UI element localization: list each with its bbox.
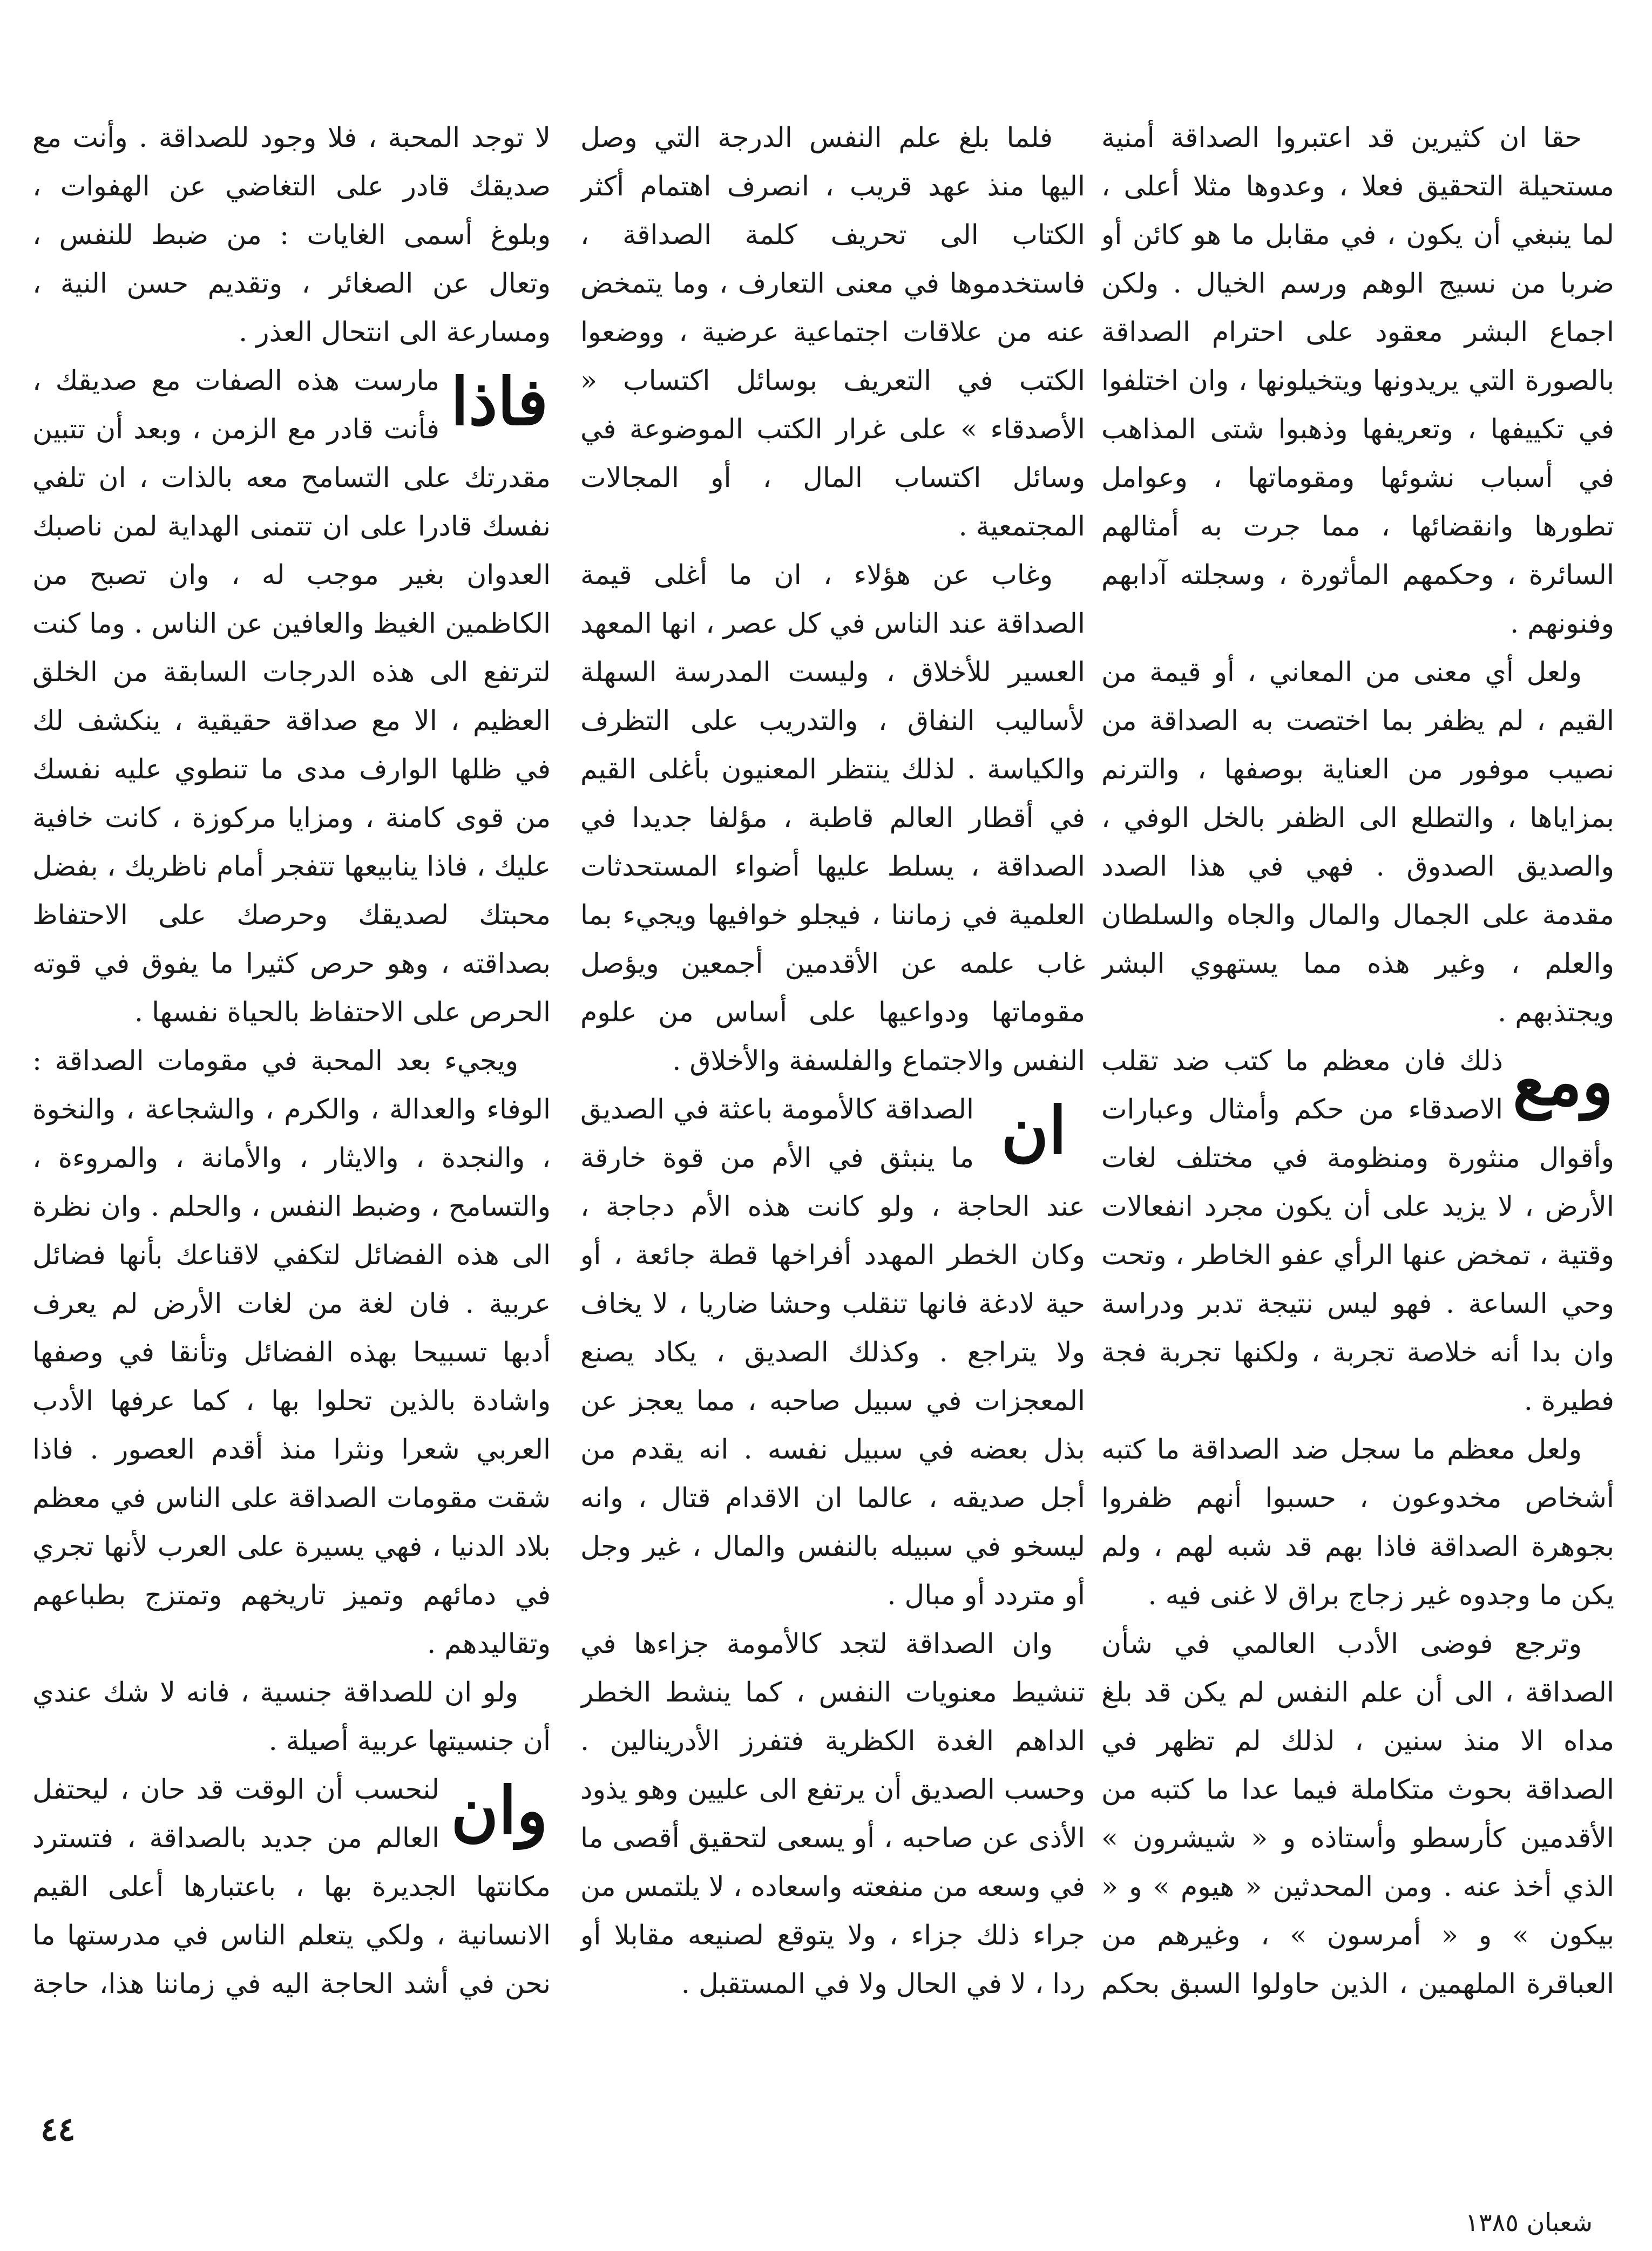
article-column-left (32, 113, 551, 2013)
paragraph: ويجيء بعد المحبة في مقومات الصداقة : الوفاء والعدالة ، والكرم ، والشجاعة ، والنخوة ، والنجدة ، والايثار ، والأمانة ، والمروءة ، والتسامح ، وضبط النفس ، والحلم . وان نظرة الى هذه الفضائل لتكفي لاقناعك بأنها فضائل عربية . فان لغة من لغات الأرض لم يعرف أدبها تسبيحا بهذه الفضائل وتأنقا في وصفها واشادة بالذين تحلوا بها ، كما عرفها الأدب العربي شعرا ونثرا منذ أقدم العصور . فاذا شقت مقومات الصداقة على الناس في معظم بلاد الدنيا ، فهي يسيرة على العرب لأنها تجري في دمائهم وتميز تاريخهم وتمتزج بطباعهم وتقاليدهم . (32, 1045, 551, 1659)
paragraph (580, 1085, 1085, 1619)
paragraph: وغاب عن هؤلاء ، ان ما أغلى قيمة الصداقة عند الناس في كل عصر ، انها المعهد العسير للأخلاق ، وليست المدرسة السهلة لأساليب النفاق ، والتدريب على التظرف والكياسة . لذلك ينتظر المعنيون بأغلى القيم في أقطار العالم قاطبة ، مؤلفا جديدا في الصداقة ، يسلط عليها أضواء المستحدثات العلمية في زماننا ، فيجلو خوافيها ويجيء بما غاب علمه عن الأقدمين أجمعين ويؤصل مقوماتها ودواعيها على أساس من علوم النفس والاجتماع والفلسفة والأخلاق . (580, 559, 1085, 1076)
paragraph (32, 356, 551, 1036)
paragraph-text: مارست هذه الصفات مع صديقك ، فأنت قادر مع الزمن ، وبعد أن تتبين مقدرتك على التسامح معه بالذات ، ان تلفي نفسك قادرا على ان تتمنى الهداية لمن ناصبك العدوان بغير موجب له ، وان تصبح من الكاظمين الغيظ والعافين عن الناس . وما كنت لترتفع الى هذه الدرجات السابقة من الخلق العظيم ، الا مع صداقة حقيقية ، ينكشف لك في ظلها الوارف مدى ما تنطوي عليه نفسك من قوى كامنة ، ومزايا مركوزة ، كانت خافية عليك ، فاذا ينابيعها تتفجر أمام ناظريك ، بفضل محبتك لصديقك وحرصك على الاحتفاظ بصداقته ، وهو حرص كثيرا ما يفوق في قوته الحرص على الاحتفاظ بالحياة نفسها . (32, 364, 551, 1028)
paragraph: ولو ان للصداقة جنسية ، فانه لا شك عندي أن جنسيتها عربية أصيلة . (32, 1676, 551, 1757)
drop-cap-word: ومع (1512, 1044, 1614, 1120)
paragraph: فلما بلغ علم النفس الدرجة التي وصل اليها منذ عهد قريب ، انصرف اهتمام أكثر الكتاب الى تحريف كلمة الصداقة ، فاستخدموها في معنى التعارف ، وما يتمخض عنه من علاقات اجتماعية عرضية ، ووضعوا الكتب في التعريف بوسائل اكتساب « الأصدقاء » على غرار الكتب الموضوعة في وسائل اكتساب المال ، أو المجالات المجتمعية . (580, 121, 1085, 542)
drop-cap-word: وان (451, 1773, 548, 1849)
page-number: ٤٤ (40, 2111, 76, 2148)
article-column-middle (580, 113, 1085, 2013)
paragraph: وان الصداقة لتجد كالأمومة جزاءها في تنشيط معنويات النفس ، كما ينشط الخطر الداهم الغدة الكظرية فتفرز الأدرينالين . وحسب الصديق أن يرتفع الى عليين وهو يذود الأذى عن صاحبه ، أو يسعى لتحقيق أقصى ما في وسعه من منفعته واسعاده ، لا يلتمس من جراء ذلك جزاء ، ولا يتوقع لصنيعه مقابلا أو ردا ، لا في الحال ولا في المستقبل . (580, 1628, 1085, 1999)
article-column-right (1101, 113, 1614, 2013)
paragraph: لا توجد المحبة ، فلا وجود للصداقة . وأنت مع صديقك قادر على التغاضي عن الهفوات ، وبلوغ أسمى الغايات : من ضبط للنفس ، وتعال عن الصغائر ، وتقديم حسن النية ، ومسارعة الى انتحال العذر . (32, 121, 551, 348)
paragraph-text: لنحسب أن الوقت قد حان ، ليحتفل العالم من جديد بالصداقة ، فتسترد مكانتها الجديرة بها ، باعتبارها أعلى القيم الانسانية ، ولكي يتعلم الناس في مدرستها ما نحن في أشد الحاجة اليه في زماننا هذا، حاجة (32, 1773, 551, 1999)
drop-cap-word: ان (1001, 1093, 1067, 1169)
drop-cap-word: فاذا (450, 364, 549, 440)
paragraph: وترجع فوضى الأدب العالمي في شأن الصداقة ، الى أن علم النفس لم يكن قد بلغ مداه الا منذ سنين ، لذلك لم تظهر في الصداقة بحوث متكاملة فيما عدا ما كتبه من الأقدمين كأرسطو وأستاذه و « شيشرون » الذي أخذ عنه . ومن المحدثين « هيوم » و « بيكون » و « أمرسون » ، وغيرهم من العباقرة الملهمين ، الذين حاولوا السبق بحكم (1101, 1628, 1614, 1999)
paragraph (32, 1765, 551, 2013)
paragraph: ولعل أي معنى من المعاني ، أو قيمة من القيم ، لم يظفر بما اختصت به الصداقة من نصيب موفور من العناية بوصفها ، والترنم بمزاياها ، والتطلع الى الظفر بالخل الوفي ، والصديق الصدوق . فهي في هذا الصدد مقدمة على الجمال والمال والجاه والسلطان والعلم ، وغير هذه مما يستهوي البشر ويجتذبهم . (1101, 656, 1614, 1028)
issue-date: شعبان ١٣٨٥ (1465, 2208, 1593, 2237)
paragraph: ولعل معظم ما سجل ضد الصداقة ما كتبه أشخاص مخدوعون ، حسبوا أنهم ظفروا بجوهرة الصداقة فاذا بهم قد شبه لهم ، ولم يكن ما وجدوه غير زجاج براق لا غنى فيه . (1101, 1433, 1614, 1611)
paragraph: حقا ان كثيرين قد اعتبروا الصداقة أمنية مستحيلة التحقيق فعلا ، وعدوها مثلا أعلى ، لما ينبغي أن يكون ، في مقابل ما هو كائن أو ضربا من نسيج الوهم ورسم الخيال . ولكن اجماع البشر معقود على احترام الصداقة بالصورة التي يريدونها ويتخيلونها ، وان اختلفوا في تكييفها ، وتعريفها وذهبوا شتى المذاهب في أسباب نشوئها ومقوماتها ، وعوامل تطورها وانقضائها ، مما جرت به أمثالهم السائرة ، وحكمهم المأثورة ، وسجلته آدابهم وفنونهم . (1101, 121, 1614, 639)
paragraph (580, 2008, 1085, 2013)
paragraph-text: الصداقة كالأمومة باعثة في الصديق ما ينبثق في الأم من قوة خارقة عند الحاجة ، ولو كانت هذه الأم دجاجة ، وكان الخطر المهدد أفراخها قطة جائعة ، أو حية لادغة فانها تنقلب وحشا ضاريا ، لا يخاف ولا يتراجع . وكذلك الصديق ، يكاد يصنع المعجزات في سبيل صاحبه ، مما يعجز عن بذل بعضه في سبيل نفسه . انه يقدم من أجل صديقه ، عالما ان الاقدام قتال ، وانه ليسخو في سبيله بالنفس والمال ، غير وجل أو متردد أو مبال . (580, 1093, 1085, 1611)
paragraph-text: ذلك فان معظم ما كتب ضد تقلب الاصدقاء من حكم وأمثال وعبارات وأقوال منثورة ومنظومة في مختلف لغات الأرض ، لا يزيد على أن يكون مجرد انفعالات وقتية ، تمخض عنها الرأي عفو الخاطر ، وتحت وحي الساعة . فهو ليس نتيجة تدبر ودراسة وان بدا أنه خلاصة تجربة ، ولكنها تجربة فجة فطيرة . (1101, 1045, 1614, 1416)
paragraph (1101, 1036, 1614, 1425)
